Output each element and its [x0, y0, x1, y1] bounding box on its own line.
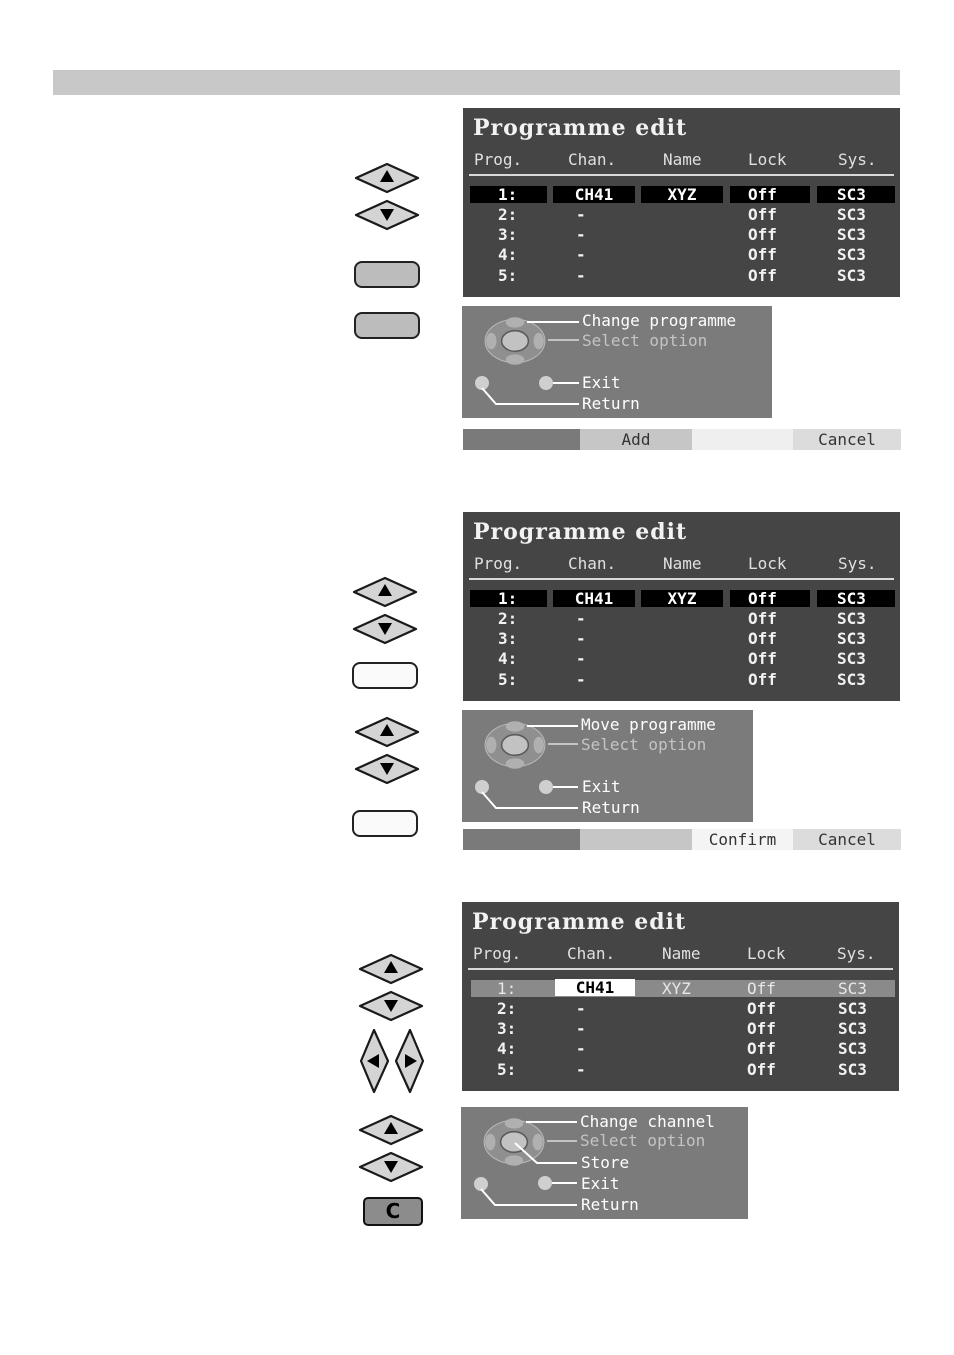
green-key-slot[interactable]	[580, 829, 692, 850]
row-3-chan: -	[576, 629, 586, 648]
row-1-chan[interactable]: CH41	[553, 186, 635, 203]
row-4-prog: 4:	[497, 1039, 517, 1058]
row-4-prog: 4:	[498, 649, 518, 668]
row-1-name[interactable]: XYZ	[641, 590, 723, 607]
row-5-lock: Off	[747, 1060, 776, 1079]
row-2-lock: Off	[747, 999, 776, 1018]
menu-title: Programme edit	[473, 115, 688, 141]
row-3-prog: 3:	[498, 225, 518, 244]
help-return: Return	[582, 394, 640, 413]
col-header-lock: Lock	[748, 150, 787, 169]
row-3-sys: SC3	[838, 1019, 867, 1038]
up-arrow-key-icon	[353, 716, 421, 748]
row-4-prog: 4:	[498, 245, 518, 264]
red-key-slot[interactable]	[463, 829, 580, 850]
row-1-prog[interactable]: 1:	[470, 186, 547, 203]
row-1-lock[interactable]: Off	[730, 590, 810, 607]
col-header-chan: Chan.	[568, 554, 617, 573]
help-panel-2	[462, 710, 753, 822]
c-key-icon: C	[363, 1197, 423, 1226]
row-5-chan: -	[576, 1060, 586, 1079]
row-1-lock[interactable]: Off	[747, 979, 776, 998]
colour-button-bar-2	[463, 829, 901, 850]
down-arrow-key-icon	[353, 753, 421, 785]
row-2-prog: 2:	[497, 999, 517, 1018]
row-1-prog[interactable]: 1:	[497, 979, 517, 998]
yellow-key-icon	[352, 662, 418, 689]
row-1-chan-editing[interactable]: CH41	[555, 979, 635, 996]
row-1-name[interactable]: XYZ	[662, 979, 691, 998]
row-2-lock: Off	[748, 205, 777, 224]
row-2-sys: SC3	[837, 205, 866, 224]
col-header-prog: Prog.	[473, 944, 522, 963]
row-4-chan: -	[576, 245, 586, 264]
section-header-bar	[53, 70, 900, 95]
row-3-sys: SC3	[837, 225, 866, 244]
col-header-name: Name	[663, 150, 702, 169]
red-key-slot[interactable]	[463, 429, 580, 450]
row-5-prog: 5:	[498, 266, 518, 285]
row-3-prog: 3:	[497, 1019, 517, 1038]
green-key-icon	[354, 312, 420, 339]
row-5-lock: Off	[748, 670, 777, 689]
row-4-lock: Off	[747, 1039, 776, 1058]
help-change-programme: Change programme	[582, 311, 737, 330]
col-header-chan: Chan.	[567, 944, 616, 963]
down-arrow-key-icon	[357, 1151, 425, 1183]
col-header-chan: Chan.	[568, 150, 617, 169]
cancel-button[interactable]: Cancel	[793, 829, 901, 850]
row-1-sys[interactable]: SC3	[838, 979, 867, 998]
row-1-lock[interactable]: Off	[730, 186, 810, 203]
help-return: Return	[581, 1195, 639, 1214]
row-5-chan: -	[576, 670, 586, 689]
menu-title: Programme edit	[472, 909, 687, 935]
programme-edit-menu-3	[462, 902, 899, 1091]
up-arrow-key-icon	[357, 1114, 425, 1146]
row-4-lock: Off	[748, 245, 777, 264]
row-3-prog: 3:	[498, 629, 518, 648]
row-2-prog: 2:	[498, 609, 518, 628]
row-2-sys: SC3	[838, 999, 867, 1018]
row-3-lock: Off	[747, 1019, 776, 1038]
header-divider	[469, 174, 894, 176]
row-4-sys: SC3	[837, 649, 866, 668]
confirm-button[interactable]: Confirm	[692, 829, 793, 850]
row-3-lock: Off	[748, 225, 777, 244]
row-2-chan: -	[576, 609, 586, 628]
help-move-programme: Move programme	[581, 715, 716, 734]
colour-button-bar-1	[463, 429, 901, 450]
help-select-option: Select option	[582, 331, 708, 350]
col-header-name: Name	[663, 554, 702, 573]
row-5-lock: Off	[748, 266, 777, 285]
row-5-sys: SC3	[837, 266, 866, 285]
left-right-arrow-keys-icon	[358, 1027, 426, 1095]
down-arrow-key-icon	[357, 990, 425, 1022]
col-header-sys: Sys.	[838, 150, 877, 169]
help-return: Return	[582, 798, 640, 817]
row-1-name[interactable]: XYZ	[641, 186, 723, 203]
row-3-lock: Off	[748, 629, 777, 648]
col-header-name: Name	[662, 944, 701, 963]
menu-title: Programme edit	[473, 519, 688, 545]
row-4-chan: -	[576, 649, 586, 668]
yellow-key-icon	[352, 810, 418, 837]
row-3-chan: -	[576, 225, 586, 244]
header-divider	[468, 968, 893, 970]
help-exit: Exit	[582, 373, 621, 392]
row-5-chan: -	[576, 266, 586, 285]
programme-edit-menu-2	[463, 512, 900, 701]
row-2-chan: -	[576, 205, 586, 224]
help-change-channel: Change channel	[580, 1112, 715, 1131]
row-3-sys: SC3	[837, 629, 866, 648]
col-header-lock: Lock	[748, 554, 787, 573]
cancel-button[interactable]: Cancel	[793, 429, 901, 450]
row-5-sys: SC3	[837, 670, 866, 689]
col-header-sys: Sys.	[838, 554, 877, 573]
help-exit: Exit	[582, 777, 621, 796]
header-divider	[469, 578, 894, 580]
green-key-icon	[354, 261, 420, 288]
up-arrow-key-icon	[351, 576, 419, 608]
row-1-sys[interactable]: SC3	[817, 590, 895, 607]
row-4-sys: SC3	[838, 1039, 867, 1058]
help-select-option: Select option	[580, 1131, 706, 1150]
col-header-sys: Sys.	[837, 944, 876, 963]
help-panel-3	[461, 1107, 748, 1219]
row-5-sys: SC3	[838, 1060, 867, 1079]
row-1-prog[interactable]: 1:	[470, 590, 547, 607]
up-arrow-key-icon	[357, 953, 425, 985]
help-select-option: Select option	[581, 735, 707, 754]
yellow-key-slot[interactable]	[692, 429, 793, 450]
row-5-prog: 5:	[498, 670, 518, 689]
row-4-lock: Off	[748, 649, 777, 668]
add-button[interactable]: Add	[580, 429, 692, 450]
row-2-lock: Off	[748, 609, 777, 628]
down-arrow-key-icon	[353, 199, 421, 231]
help-panel-1	[462, 306, 772, 418]
up-arrow-key-icon	[353, 162, 421, 194]
col-header-prog: Prog.	[474, 150, 523, 169]
row-3-chan: -	[576, 1019, 586, 1038]
help-exit: Exit	[581, 1174, 620, 1193]
row-4-chan: -	[576, 1039, 586, 1058]
row-2-chan: -	[576, 999, 586, 1018]
col-header-lock: Lock	[747, 944, 786, 963]
row-1-sys[interactable]: SC3	[817, 186, 895, 203]
help-store: Store	[581, 1153, 630, 1172]
programme-edit-menu-1	[463, 108, 900, 297]
row-2-sys: SC3	[837, 609, 866, 628]
row-1-chan[interactable]: CH41	[553, 590, 635, 607]
down-arrow-key-icon	[351, 613, 419, 645]
row-4-sys: SC3	[837, 245, 866, 264]
col-header-prog: Prog.	[474, 554, 523, 573]
row-2-prog: 2:	[498, 205, 518, 224]
row-5-prog: 5:	[497, 1060, 517, 1079]
